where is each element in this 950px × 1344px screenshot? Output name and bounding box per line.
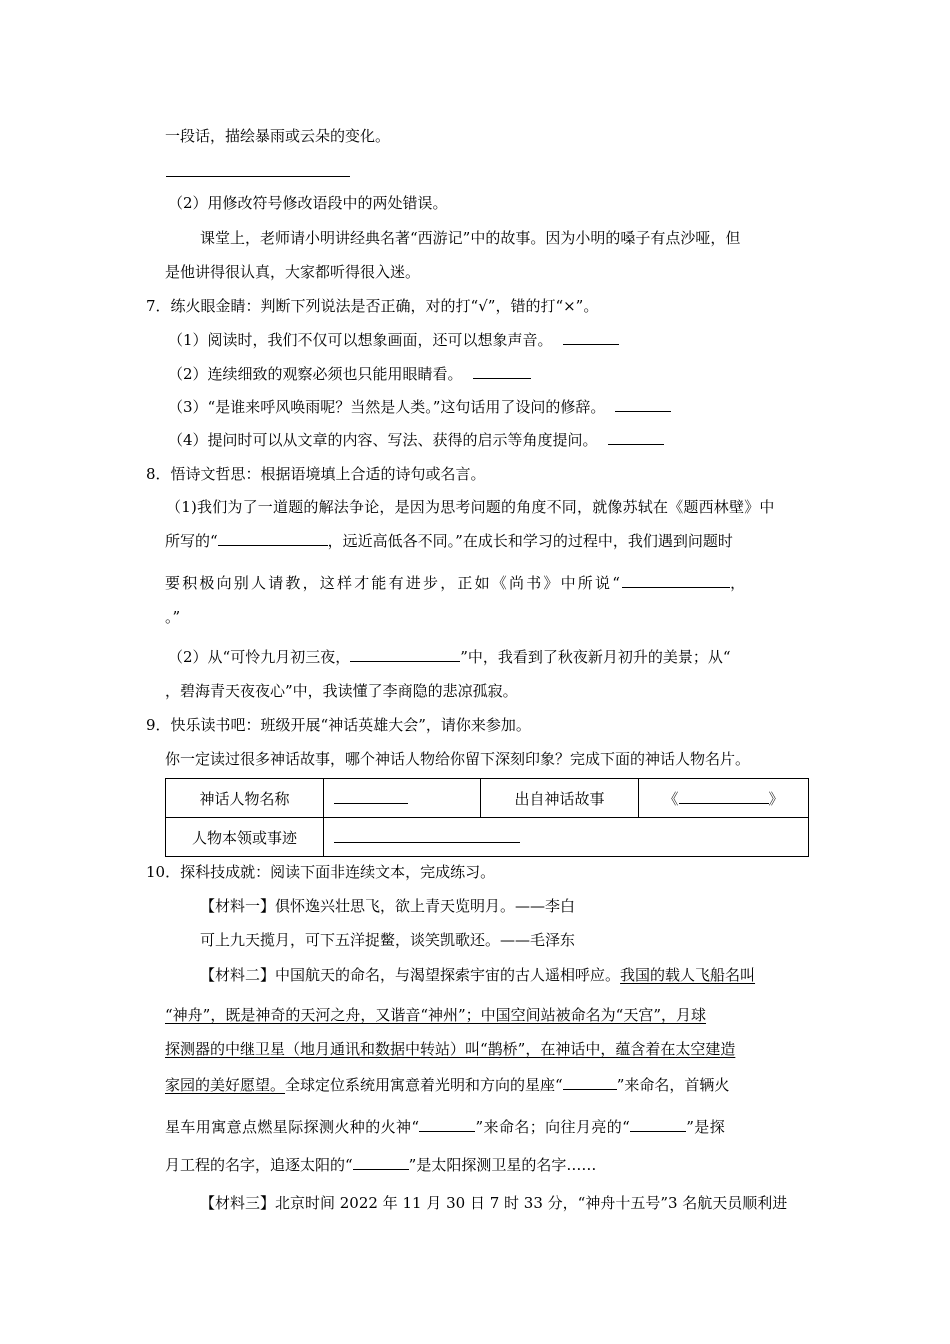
material-1-line2: 可上九天揽月，可下五洋捉鳖，谈笑凯歌还。——毛泽东 [200,931,576,949]
material-2-line5-a: 星车用寓意点燃星际探测火种的火神“ [165,1118,420,1136]
material-3-line1: 【材料三】北京时间 2022 年 11 月 30 日 7 时 33 分，“神舟十五号”3 名航天员顺利进 [200,1194,788,1212]
book-close-mark: 》 [768,789,784,808]
material-2-line5 [165,1117,725,1137]
material-2-line1-a: 【材料二】中国航天的命名，与渴望探索宇宙的古人遥相呼应。 [200,966,621,984]
material-2-line3: 探测器的中继卫星（地月通讯和数据中转站）叫“鹊桥”，在神话中，蕴含着在太空建造 [165,1040,736,1058]
material-2-line5-b: ”来命名；向往月亮的“ [475,1118,631,1136]
q7-title: 7．练火眼金睛：判断下列说法是否正确，对的打“√”，错的打“×”。 [146,297,599,315]
material-2-line6-a: 月工程的名字，追逐太阳的“ [165,1156,353,1174]
q8-title: 8．悟诗文哲思：根据语境填上合适的诗句或名言。 [146,465,486,483]
q9-title: 9．快乐读书吧：班级开展“神话英雄大会”，请你来参加。 [146,716,531,734]
q7-item-1 [168,330,619,350]
q7-answer-1[interactable] [563,330,619,345]
q7-item-4-text: （4）提问时可以从文章的内容、写法、获得的启示等角度提问。 [168,431,598,449]
q8-p2-line1-b: ”中，我看到了秋夜新月初升的美景；从“ [460,648,731,666]
q10-blank-4[interactable] [353,1155,409,1170]
q7-item-3 [168,397,671,417]
q10-blank-2[interactable] [419,1117,475,1132]
myth-character-card [165,778,809,857]
material-1-line1: 【材料一】俱怀逸兴壮思飞，欲上青天览明月。——李白 [200,897,576,915]
q9-intro: 你一定读过很多神话故事，哪个神话人物给你留下深刻印象？完成下面的神话人物名片。 [165,750,751,768]
q7-item-3-text: （3）“是谁来呼风唤雨呢？当然是人类。”这句话用了设问的修辞。 [168,398,606,416]
material-2-line6-b: ”是太阳探测卫星的名字…… [408,1156,597,1174]
material-2-line2: “神舟”，既是神奇的天河之舟，又谐音“神州”；中国空间站被命名为“天宫”，月球 [165,1006,707,1024]
q7-answer-3[interactable] [615,397,671,412]
card-story-label: 出自神话故事 [481,779,639,818]
material-2-line6 [165,1155,596,1175]
card-name-input[interactable] [334,789,408,804]
material-2-line5-c: ”是探 [686,1118,726,1136]
q8-p1-line3-b: ， [730,574,748,592]
q7-item-1-text: （1）阅读时，我们不仅可以想象画面，还可以想象声音。 [168,331,553,349]
q6-sub2: （2）用修改符号修改语段中的两处错误。 [168,194,448,212]
card-name-cell [324,779,481,818]
q7-item-2 [168,364,531,384]
material-2-line1 [200,965,755,985]
q8-p1-line2 [165,531,733,551]
q8-p2-line1-a: （2）从“可怜九月初三夜， [168,648,351,666]
card-deeds-label: 人物本领或事迹 [166,818,324,857]
q8-p1-line4: 。” [165,608,181,626]
card-story-cell [639,779,809,818]
q6-line1: 一段话，描绘暴雨或云朵的变化。 [165,127,391,145]
q8-p1-line3-a: 要积极向别人请教，这样才能有进步，正如《尚书》中所说“ [165,574,623,592]
q8-blank-3[interactable] [350,647,460,662]
card-story-input[interactable] [679,789,769,804]
q7-item-4 [168,430,664,450]
q7-answer-4[interactable] [608,430,664,445]
q7-item-2-text: （2）连续细致的观察必须也只能用眼睛看。 [168,365,463,383]
q8-p1-line2-a: 所写的“ [165,532,218,550]
q6-para-line1: 课堂上，老师请小明讲经典名著“西游记”中的故事。因为小明的嗓子有点沙哑，但 [200,229,741,247]
q6-answer-line[interactable] [166,176,350,177]
card-deeds-cell [324,818,809,857]
material-2-underlined-4: 家园的美好愿望。 [165,1076,286,1094]
q10-title: 10．探科技成就：阅读下面非连续文本，完成练习。 [146,863,496,881]
material-2-line4 [165,1075,729,1095]
q8-p2-line2: ，碧海青天夜夜心”中，我读懂了李商隐的悲凉孤寂。 [165,682,518,700]
q10-blank-3[interactable] [630,1117,686,1132]
q8-p1-line2-b: ，远近高低各不同。”在成长和学习的过程中，我们遇到问题时 [327,532,733,550]
material-2-underlined-1: 我国的载人飞船名叫 [620,966,756,984]
q8-p2-line1 [168,647,731,667]
book-open-mark: 《 [663,789,679,808]
material-2-line4-c: ”来命名，首辆火 [616,1076,730,1094]
card-deeds-input[interactable] [334,828,520,843]
q6-para-line2: 是他讲得很认真，大家都听得很入迷。 [165,263,421,281]
card-name-label: 神话人物名称 [166,779,324,818]
q8-blank-2[interactable] [622,573,730,588]
q8-p1-line1: （1)我们为了一道题的解法争论，是因为思考问题的角度不同，就像苏轼在《题西林壁》中 [166,498,775,516]
q10-blank-1[interactable] [563,1075,617,1090]
material-2-line4-b: 全球定位系统用寓意着光明和方向的星座“ [285,1076,563,1094]
q8-blank-1[interactable] [218,531,328,546]
q7-answer-2[interactable] [473,364,531,379]
q8-p1-line3 [165,573,747,593]
